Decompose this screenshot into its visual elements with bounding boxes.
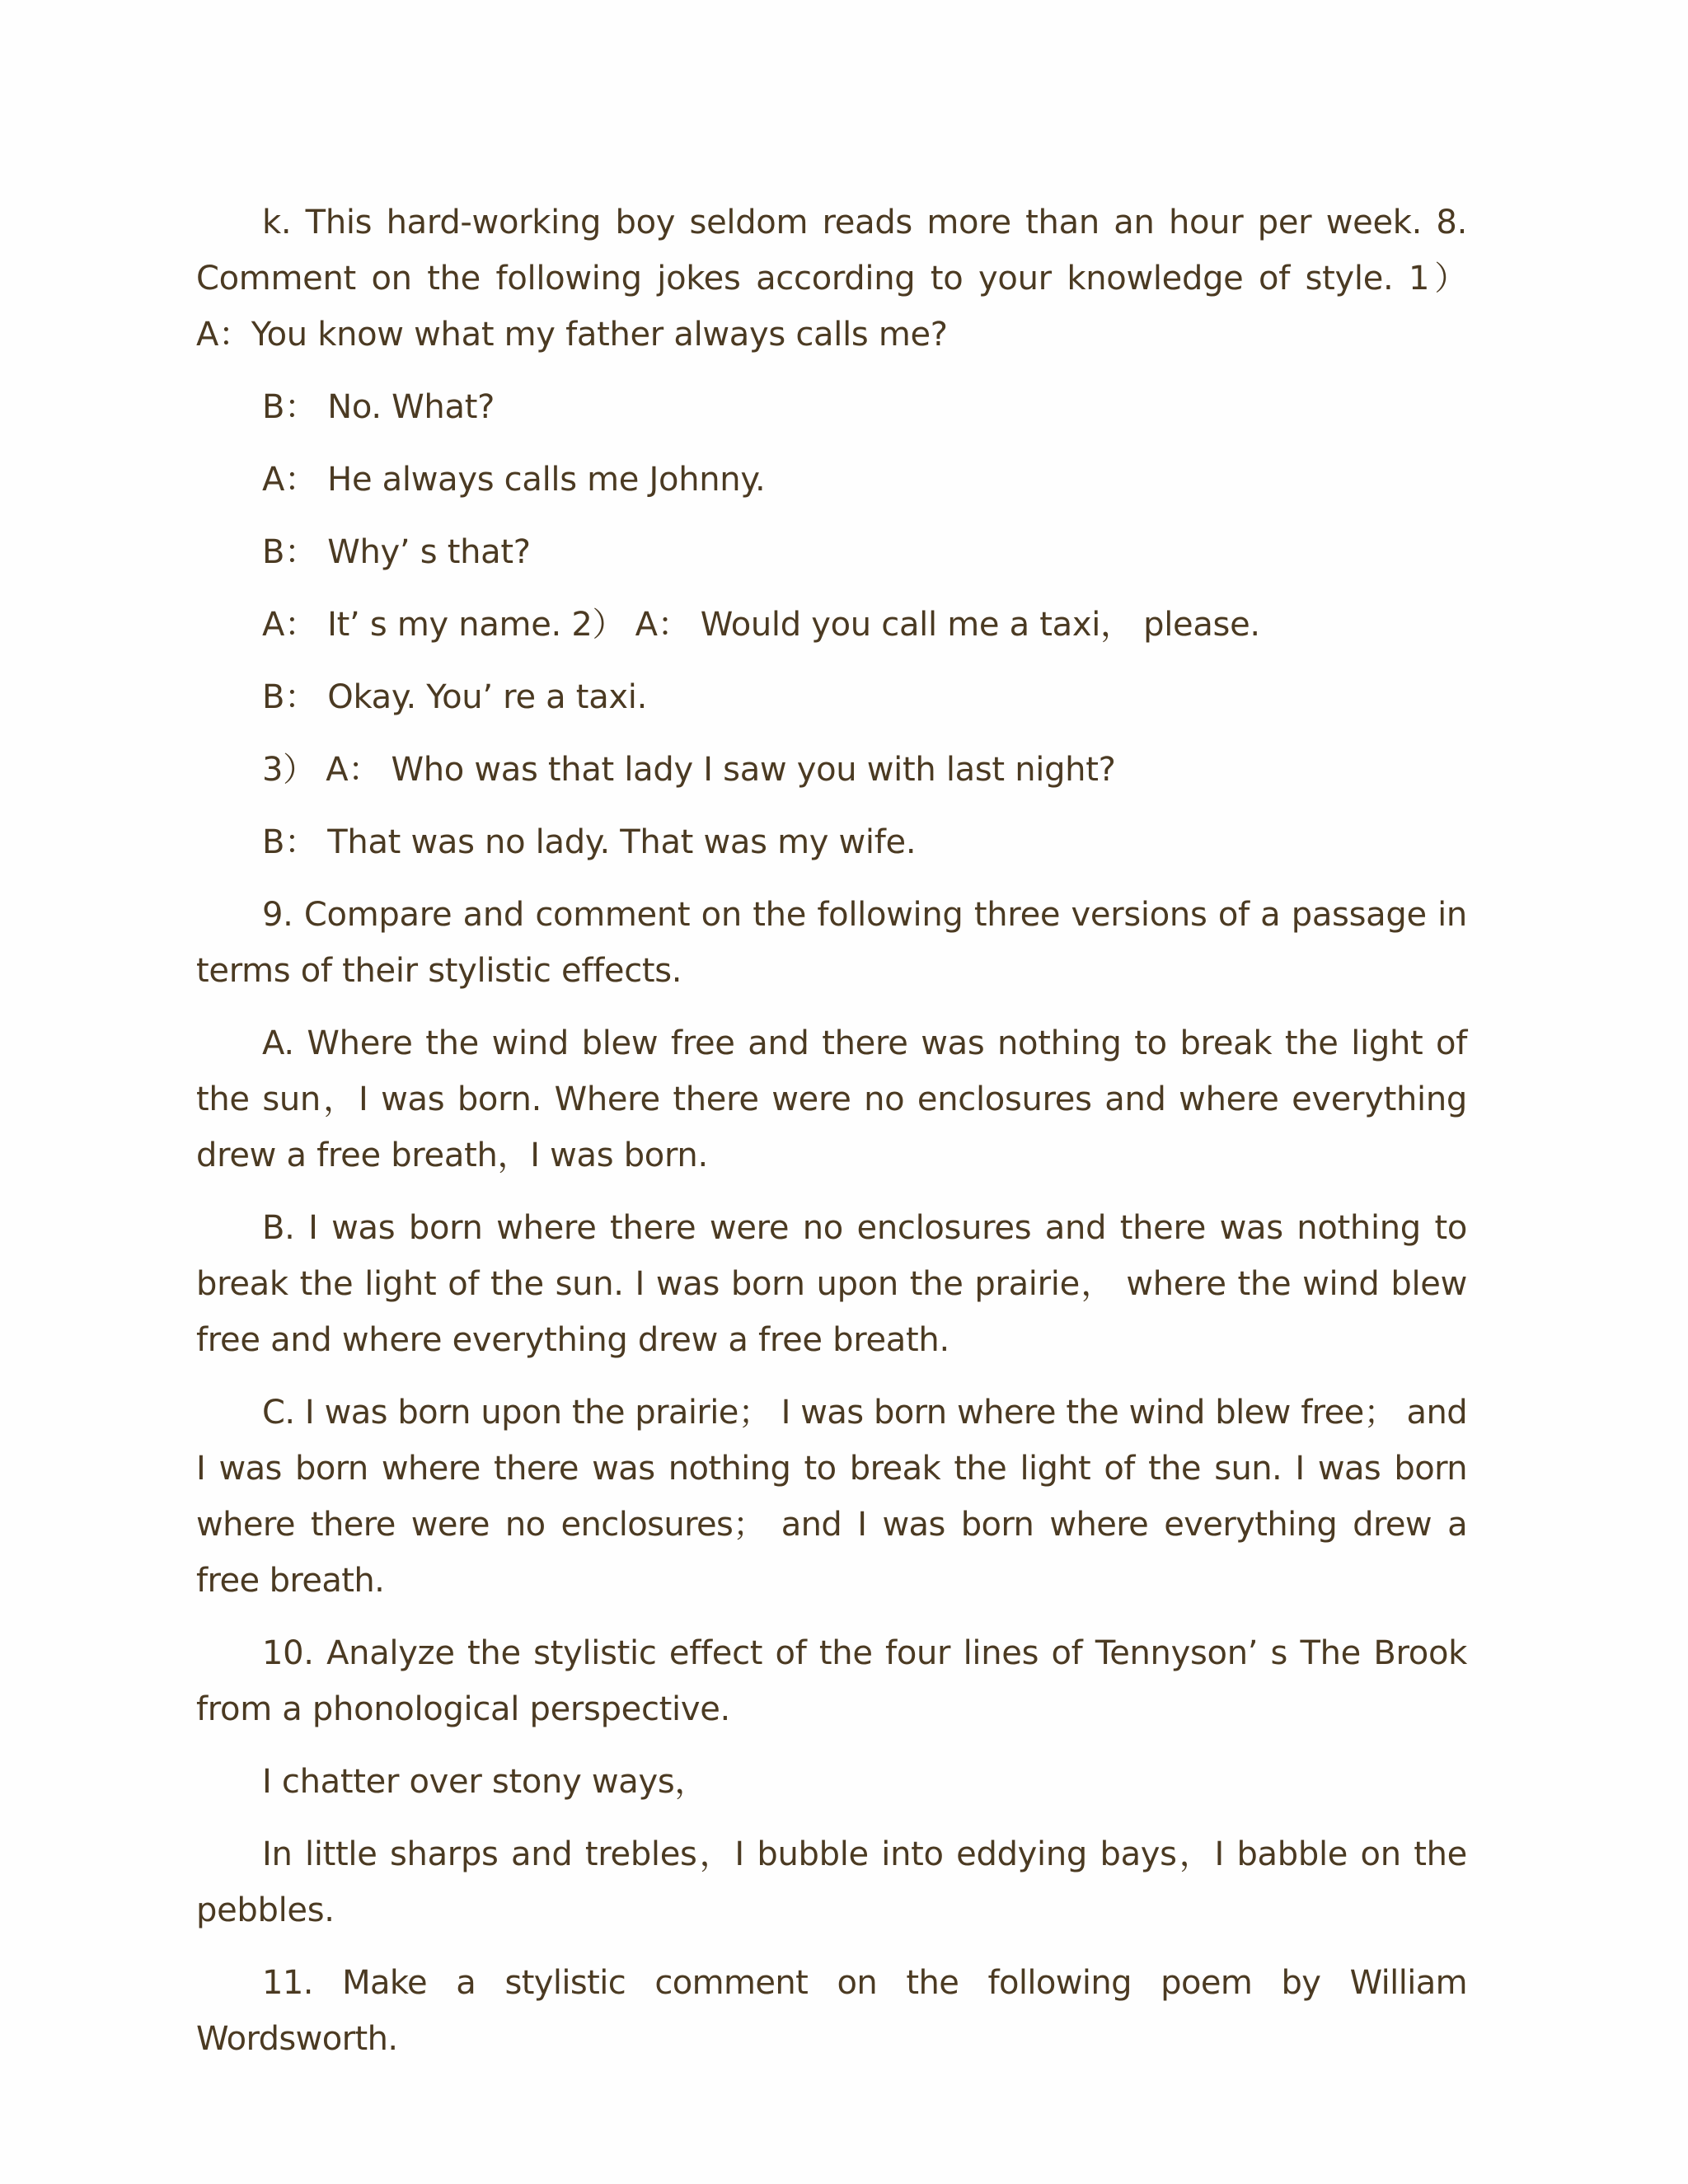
- paragraph-question-11: 11. Make a stylistic comment on the following poem by William Wordsworth.: [196, 1964, 1467, 2058]
- paragraph-question-9: 9. Compare and comment on the following three versions of a passage in terms of their stylistic effects.: [196, 896, 1467, 990]
- paragraph-version-a: A. Where the wind blew free and there was nothing to break the light of the sun，I was born. Where there were no enclosures and where everything drew a free breath，I was born.: [196, 1024, 1467, 1174]
- paragraph-version-b: B. I was born where there were no enclosures and there was nothing to break the light of the sun. I was born upon the prairie， where the wind blew free and where everything drew a free breath.: [196, 1209, 1467, 1359]
- paragraph-joke2-b: B： Okay. You’ re a taxi.: [262, 678, 647, 716]
- paragraph-intro-jokes: k. This hard-working boy seldom reads more than an hour per week. 8. Comment on the following jokes according to your knowledge of style. 1） A：You know what my father always calls me?: [196, 204, 1467, 354]
- paragraph-question-10: 10. Analyze the stylistic effect of the four lines of Tennyson’ s The Brook from a phonological perspective.: [196, 1634, 1467, 1728]
- paragraph-joke1-b2: B： Why’ s that?: [262, 533, 531, 571]
- paragraph-version-c: C. I was born upon the prairie； I was born where the wind blew free； and I was born where there was nothing to break the light of the sun. I was born where there were no enclosures； and I was born where everything drew a free breath.: [196, 1394, 1467, 1600]
- paragraph-joke1-b1: B： No. What?: [262, 388, 495, 426]
- paragraph-joke3-a: 3） A： Who was that lady I saw you with last night?: [262, 751, 1116, 789]
- paragraph-poem-line-1: I chatter over stony ways，: [262, 1763, 708, 1801]
- paragraph-joke1-a2: A： He always calls me Johnny.: [262, 461, 766, 499]
- paragraph-joke1-a3-joke2: A： It’ s my name. 2） A： Would you call me a taxi， please.: [262, 606, 1260, 644]
- paragraph-poem-line-2: In little sharps and trebles，I bubble into eddying bays，I babble on the pebbles.: [196, 1835, 1467, 1929]
- document-body: [196, 194, 1467, 2083]
- paragraph-joke3-b: B： That was no lady. That was my wife.: [262, 823, 917, 861]
